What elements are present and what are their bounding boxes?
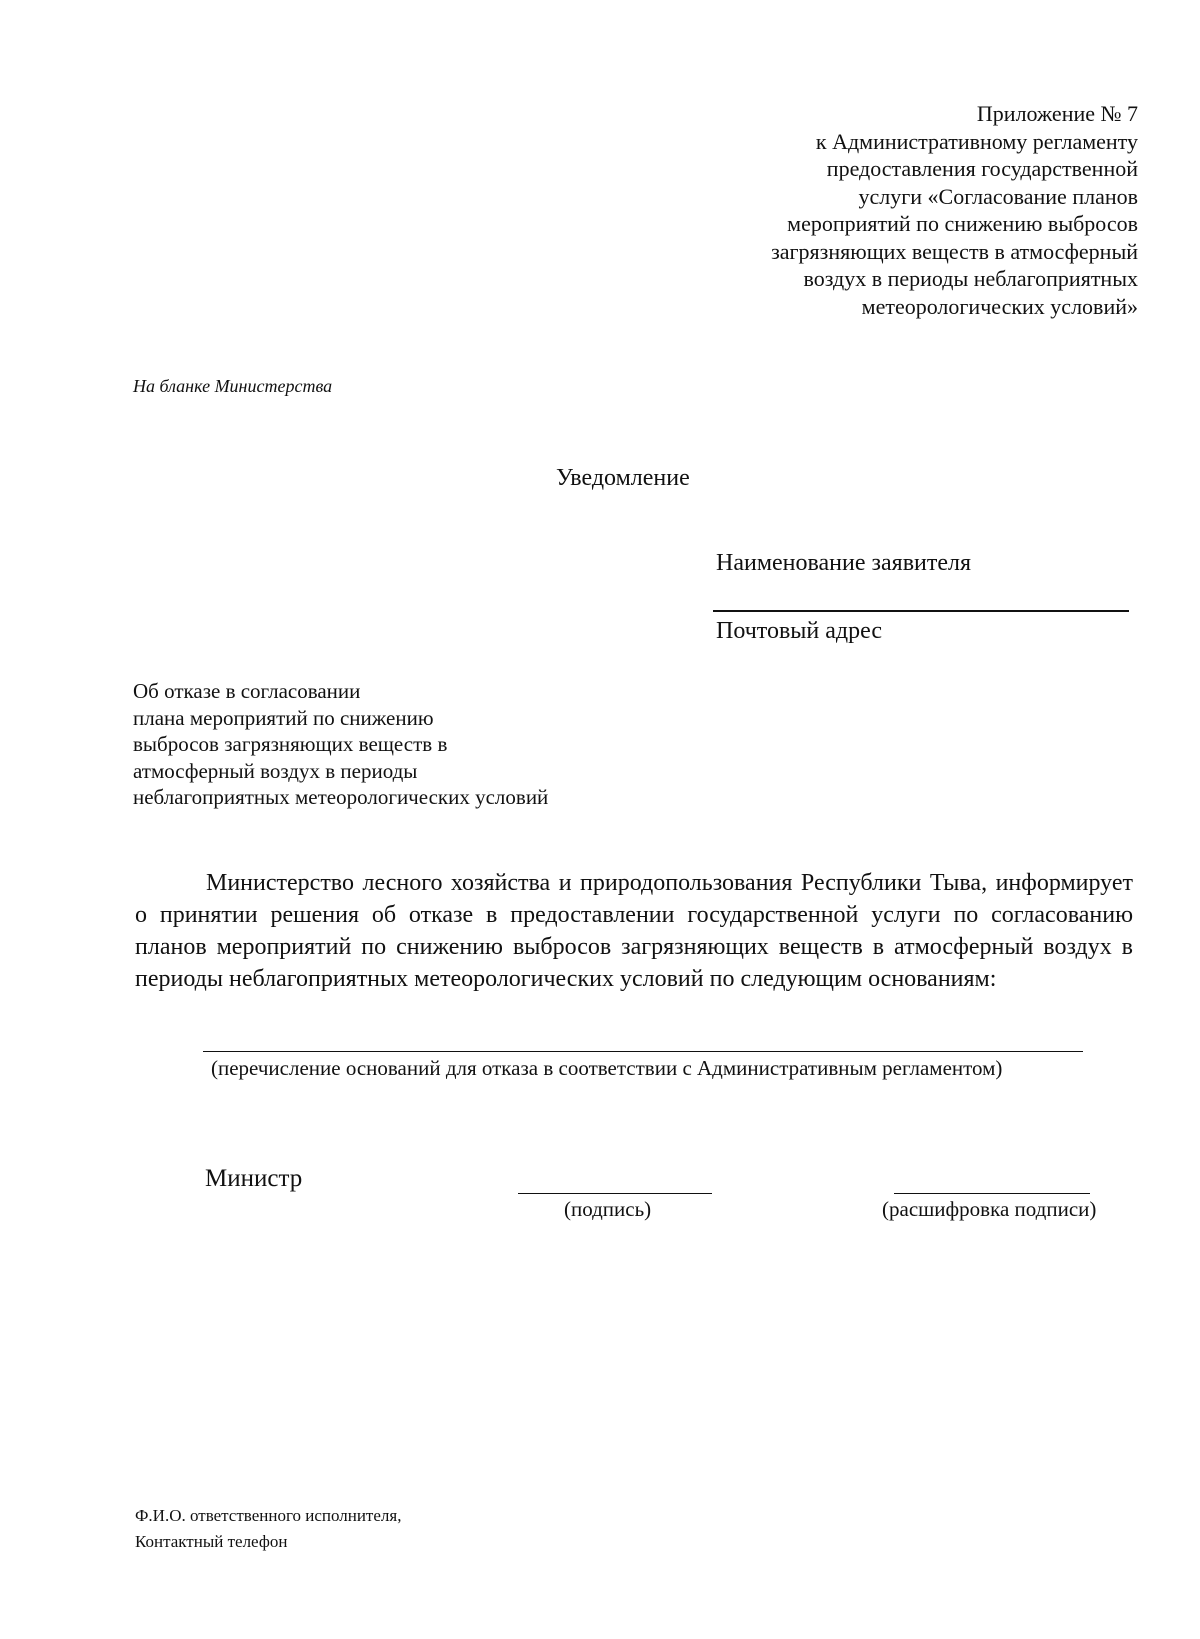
- applicant-name-label: Наименование заявителя: [716, 550, 972, 576]
- appendix-line: к Административному регламенту: [815, 128, 1138, 154]
- executor-footer: [135, 1503, 401, 1555]
- subject-line: Об отказе в согласовании: [133, 679, 361, 703]
- document-title: Уведомление: [556, 465, 690, 491]
- signature-decode-fill-line: [894, 1193, 1090, 1194]
- signature-caption: (подпись): [564, 1197, 652, 1221]
- signature-decode-caption: (расшифровка подписи): [882, 1197, 1097, 1221]
- appendix-line: мероприятий по снижению выбросов: [787, 211, 1138, 236]
- reasons-caption: (перечисление оснований для отказа в соответствии с Административным регламентом): [211, 1056, 1003, 1080]
- reasons-fill-line: [203, 1051, 1083, 1052]
- letterhead-note: На бланке Министерства: [133, 376, 333, 396]
- appendix-line: загрязняющих веществ в атмосферный: [771, 238, 1138, 264]
- subject-line: атмосферный воздух в периоды: [133, 758, 418, 783]
- subject-line: неблагоприятных метеорологических условий: [133, 785, 549, 809]
- notification-body: Министерство лесного хозяйства и природопользования Республики Тыва, информирует о принятии решения об отказе в предоставлении государственной услуги по согласованию планов мероприятий по снижению выбросов загрязняющих веществ в атмосферный воздух в периоды неблагоприятных метеорологических условий по следующим основаниям:: [135, 870, 1133, 992]
- subject-block: [133, 678, 548, 811]
- appendix-line: метеорологических условий»: [861, 293, 1138, 319]
- contact-phone-label: Контактный телефон: [135, 1532, 288, 1551]
- appendix-line: предоставления государственной: [826, 156, 1138, 181]
- appendix-line: Приложение № 7: [976, 101, 1138, 126]
- signatory-role: Министр: [205, 1165, 303, 1192]
- appendix-header: [618, 100, 1138, 320]
- subject-line: плана мероприятий по снижению: [133, 705, 434, 730]
- signature-fill-line: [518, 1193, 712, 1194]
- subject-line: выбросов загрязняющих веществ в: [133, 732, 448, 756]
- appendix-line: воздух в периоды неблагоприятных: [803, 266, 1138, 291]
- executor-name-label: Ф.И.О. ответственного исполнителя,: [135, 1506, 402, 1525]
- postal-address-label: Почтовый адрес: [716, 618, 883, 644]
- appendix-line: услуги «Согласование планов: [858, 183, 1138, 209]
- applicant-divider: [713, 610, 1129, 612]
